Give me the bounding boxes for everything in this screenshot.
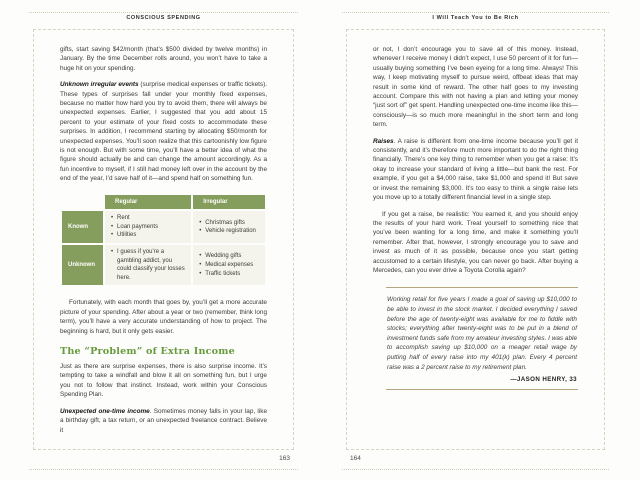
paragraph-group-mid bbox=[60, 298, 267, 336]
quote-attribution: —JASON HENRY, 33 bbox=[510, 376, 577, 384]
paragraph: or not, I don’t encourage you to save all of this money. Instead, whenever I receive money I didn’t expect, I use 50 percent of it for fun—usually buying something I’ve been eyeing for a long time. Always! This way, I keep motivating myself to pursue weird, offbeat ideas that may result in some kind of reward. The other half goes to my investing account. Compare this with not having a plan and letting your money “just sort of” get spent. Handling unexpected one-time income like this—consciously—is so much more meaningful in the short term and long term. bbox=[373, 46, 578, 129]
table-cell-text: Utilities bbox=[117, 232, 137, 239]
table-cell-text: Loan payments bbox=[117, 223, 159, 230]
bullet-icon: • bbox=[111, 232, 114, 239]
paragraph-lead-in: Unknown irregular events bbox=[60, 81, 139, 89]
table-cell bbox=[104, 244, 192, 286]
table-bullet-item bbox=[111, 214, 185, 223]
page-left bbox=[33, 0, 294, 480]
paragraph-group bbox=[373, 45, 578, 275]
paragraph-lead-in: Raises bbox=[373, 137, 394, 145]
table-row bbox=[61, 210, 266, 244]
paragraph: If you get a raise, be realistic: You earned it, and you should enjoy the results of your hard work. Treat yourself to something nice that you’ve been wanting for a long time, and make it something you’ll remember. After that, however, I strongly encourage you to save and invest as much of it as possible, because once you start getting accustomed to a certain lifestyle, you can never go back. After buying a Mercedes, can you ever drive a Toyota Corolla again? bbox=[373, 210, 578, 274]
table-cell bbox=[104, 210, 192, 244]
paragraph: Unknown irregular events (surprise medical expenses or traffic tickets). These types of surprises fall under your monthly fixed expenses, because no matter how hard you try to avoid them, there will always be unexpected expenses. Earlier, I suggested that you add about 15 percent to your estimate of your fixed costs to accommodate these surprises. In addition, I recommend starting by allocating $50/month for unexpected expenses. You’ll soon realize that this cartoonishly low figure is not enough. But with some time, you’ll have a better idea of what the figure should actually be and can change the amount accordingly. As a fun incentive to myself, if I still had money left over in the account by the end of the year, I’d save half of it—and spend half on something fun. bbox=[60, 81, 268, 183]
table-header-cell: Irregular bbox=[192, 194, 266, 211]
table-header-cell: Regular bbox=[104, 194, 192, 211]
top-rule bbox=[29, 12, 298, 13]
content-box-left bbox=[33, 29, 294, 450]
table-bullet-item bbox=[199, 227, 259, 236]
table-bullet-item bbox=[111, 231, 185, 240]
paragraph-group-bottom bbox=[60, 362, 267, 435]
quote-text: Working retail for five years I made a goal of saving up $10,000 to be able to invest in the stock market. I decided everything I saved before the age of twenty-eight was available for me to fiddle with stocks; everything after twenty-eight was to be put in a blend of investment funds safe from my amateur investing styles. I was able to accomplish saving up $10,000 on a meager retail wage by putting half of every raise into my 401(k) plan. Every 4 percent raise was a 2 percent raise to my retirement plan. bbox=[387, 296, 577, 371]
running-head-right: I Will Teach You to Be Rich bbox=[432, 15, 519, 21]
paragraph: gifts, start saving $42/month (that’s $500 divided by twelve months) in January. By the time December rolls around, you won’t have to take a huge hit on your spending. bbox=[60, 46, 267, 72]
table-cell-text: Wedding gifts bbox=[205, 253, 242, 260]
bullet-icon: • bbox=[111, 223, 114, 230]
bullet-icon: • bbox=[199, 270, 202, 277]
page-number-right: 164 bbox=[350, 455, 361, 462]
table-cell-text: Christmas gifts bbox=[205, 219, 245, 226]
table-cell-text: Medical expenses bbox=[205, 261, 254, 268]
page-number-left: 163 bbox=[279, 455, 290, 462]
table-row-label: Known bbox=[61, 210, 104, 244]
bullet-icon: • bbox=[199, 219, 202, 226]
page-right bbox=[346, 0, 605, 480]
bottom-rule bbox=[342, 469, 609, 470]
table-bullet-item bbox=[199, 219, 259, 228]
table-bullet-item bbox=[111, 223, 185, 232]
paragraph: Fortunately, with each month that goes by, you’ll get a more accurate picture of your spending. After about a year or two (remember, think long term), you’ll have a very accurate understanding of how to project. The beginning is hard, but it only gets easier. bbox=[60, 299, 267, 335]
testimonial-quote bbox=[386, 287, 578, 390]
paragraph-lead-in: Unexpected one-time income bbox=[60, 407, 150, 415]
top-rule bbox=[342, 12, 609, 13]
table-cell bbox=[192, 210, 266, 244]
table-header-row bbox=[61, 194, 266, 211]
table-bullet-item bbox=[199, 252, 259, 261]
table-row bbox=[61, 244, 266, 286]
bullet-icon: • bbox=[199, 253, 202, 260]
bullet-icon: • bbox=[199, 261, 202, 268]
table-cell-text: Vehicle registration bbox=[205, 228, 256, 235]
table-bullet-item bbox=[199, 261, 259, 270]
table-corner-cell bbox=[61, 194, 104, 211]
table-cell-text: Rent bbox=[117, 215, 130, 222]
expense-table bbox=[60, 193, 267, 288]
section-heading: The “Problem” of Extra Income bbox=[60, 346, 235, 358]
table-bullet-item bbox=[111, 248, 185, 282]
table-bullet-item bbox=[199, 270, 259, 279]
paragraph: Unexpected one-time income. Sometimes money falls in your lap, like a birthday gift, a tax return, or an unexpected freelance contract. Believe it bbox=[60, 407, 267, 434]
table-row-label: Unknown bbox=[61, 244, 104, 286]
paragraph-group-top bbox=[60, 45, 267, 184]
running-head-left: CONSCIOUS SPENDING bbox=[126, 15, 201, 21]
table-cell-text: Traffic tickets bbox=[205, 270, 241, 277]
bullet-icon: • bbox=[111, 249, 114, 256]
bullet-icon: • bbox=[199, 228, 202, 235]
paragraph: Raises. A raise is different from one-time income because you’ll get it consistently, and it’s therefore much more important to do the right thing financially. There’s one key thing to remember when you get a raise: It’s okay to increase your standard of living a little—but bank the rest. For example, if you get a $4,000 raise, take $1,000 and spend it! But save or invest the remaining $3,000. It’s too easy to think a single raise lets you move up to a totally different financial level in a single step. bbox=[373, 137, 578, 202]
bullet-icon: • bbox=[111, 215, 114, 222]
table-cell bbox=[192, 244, 266, 286]
table-cell-text: I guess if you’re a gambling addict, you could classify your losses here. bbox=[117, 249, 185, 281]
bottom-rule bbox=[29, 469, 298, 470]
paragraph: Just as there are surprise expenses, there is also surprise income. It’s tempting to take a windfall and blow it all on something fun, but I urge you not to follow that instinct. Instead, work within your Conscious Spending Plan. bbox=[60, 363, 267, 399]
content-box-right bbox=[346, 29, 605, 450]
